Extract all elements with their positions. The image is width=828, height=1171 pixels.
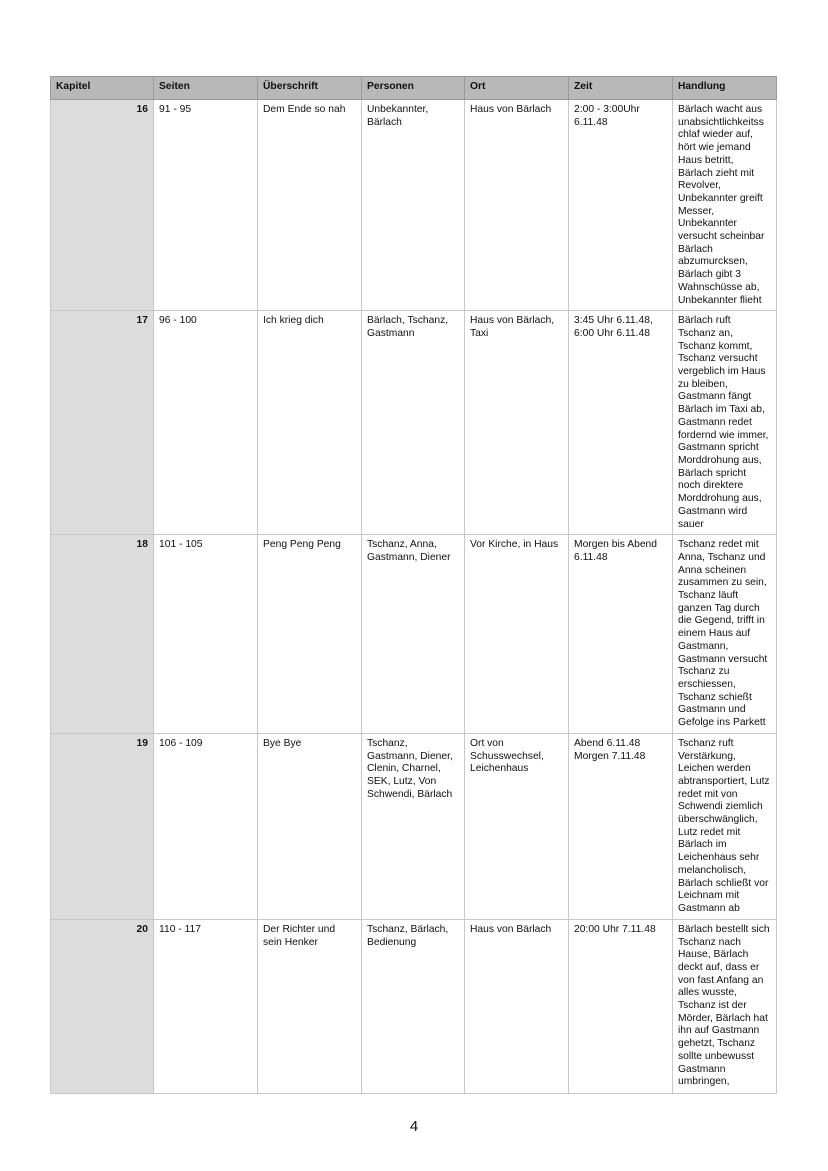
cell-ueberschrift: Peng Peng Peng	[258, 535, 362, 734]
cell-zeit: Abend 6.11.48 Morgen 7.11.48	[569, 733, 673, 919]
cell-ort: Vor Kirche, in Haus	[465, 535, 569, 734]
cell-seiten: 101 - 105	[154, 535, 258, 734]
table-row	[51, 100, 777, 311]
cell-seiten: 91 - 95	[154, 100, 258, 311]
cell-ueberschrift: Dem Ende so nah	[258, 100, 362, 311]
page-number: 4	[409, 1118, 419, 1135]
cell-ueberschrift: Ich krieg dich	[258, 311, 362, 535]
cell-ueberschrift: Bye Bye	[258, 733, 362, 919]
cell-zeit: 20:00 Uhr 7.11.48	[569, 919, 673, 1093]
cell-ort: Haus von Bärlach, Taxi	[465, 311, 569, 535]
cell-handlung: Bärlach wacht aus unabsichtlichkeitss chlaf wieder auf, hört wie jemand Haus betritt, Bärlach zieht mit Revolver, Unbekannter greift Messer, Unbekannter versucht scheinbar Bärlach abzumurcksen, Bärlach gibt 3 Wahnschüsse ab, Unbekannter flieht	[673, 100, 777, 311]
cell-handlung: Bärlach ruft Tschanz an, Tschanz kommt, Tschanz versucht vergeblich im Haus zu bleiben, Gastmann fängt Bärlach im Taxi ab, Gastmann redet fordernd wie immer, Gastmann spricht Morddrohung aus, Bärlach spricht noch direktere Morddrohung aus, Gastmann wird sauer	[673, 311, 777, 535]
cell-kapitel: 18	[51, 535, 154, 734]
cell-ueberschrift: Der Richter und sein Henker	[258, 919, 362, 1093]
cell-personen: Bärlach, Tschanz, Gastmann	[362, 311, 465, 535]
header-seiten: Seiten	[154, 77, 258, 100]
table-row	[51, 919, 777, 1093]
header-handlung: Handlung	[673, 77, 777, 100]
cell-zeit: Morgen bis Abend 6.11.48	[569, 535, 673, 734]
cell-zeit: 2:00 - 3:00Uhr 6.11.48	[569, 100, 673, 311]
header-ort: Ort	[465, 77, 569, 100]
cell-personen: Tschanz, Bärlach, Bedienung	[362, 919, 465, 1093]
header-ueberschrift: Überschrift	[258, 77, 362, 100]
header-row	[51, 77, 777, 100]
cell-ort: Haus von Bärlach	[465, 919, 569, 1093]
cell-kapitel: 17	[51, 311, 154, 535]
chapter-table	[50, 76, 777, 1094]
cell-ort: Ort von Schusswechsel, Leichenhaus	[465, 733, 569, 919]
header-personen: Personen	[362, 77, 465, 100]
table-row	[51, 733, 777, 919]
cell-ort: Haus von Bärlach	[465, 100, 569, 311]
cell-handlung: Bärlach bestellt sich Tschanz nach Hause, Bärlach deckt auf, dass er von fast Anfang an alles wusste, Tschanz ist der Mörder, Bärlach hat ihn auf Gastmann gehetzt, Tschanz sollte unbewusst Gastmann umbringen,	[673, 919, 777, 1093]
cell-kapitel: 19	[51, 733, 154, 919]
header-kapitel: Kapitel	[51, 77, 154, 100]
cell-seiten: 96 - 100	[154, 311, 258, 535]
cell-personen: Tschanz, Anna, Gastmann, Diener	[362, 535, 465, 734]
cell-kapitel: 16	[51, 100, 154, 311]
header-zeit: Zeit	[569, 77, 673, 100]
cell-zeit: 3:45 Uhr 6.11.48, 6:00 Uhr 6.11.48	[569, 311, 673, 535]
cell-handlung: Tschanz redet mit Anna, Tschanz und Anna scheinen zusammen zu sein, Tschanz läuft ganzen Tag durch die Gegend, trifft in einem Haus auf Gastmann, Gastmann versucht Tschanz zu erschiessen, Tschanz schießt Gastmann und Gefolge ins Parkett	[673, 535, 777, 734]
cell-personen: Unbekannter, Bärlach	[362, 100, 465, 311]
cell-personen: Tschanz, Gastmann, Diener, Clenin, Charnel, SEK, Lutz, Von Schwendi, Bärlach	[362, 733, 465, 919]
table-row	[51, 311, 777, 535]
cell-seiten: 106 - 109	[154, 733, 258, 919]
table-row	[51, 535, 777, 734]
cell-kapitel: 20	[51, 919, 154, 1093]
cell-seiten: 110 - 117	[154, 919, 258, 1093]
cell-handlung: Tschanz ruft Verstärkung, Leichen werden abtransportiert, Lutz redet mit von Schwendi ziemlich überschwänglich, Lutz redet mit Bärlach im Leichenhaus sehr melancholisch, Bärlach schließt vor Leichnam mit Gastmann ab	[673, 733, 777, 919]
